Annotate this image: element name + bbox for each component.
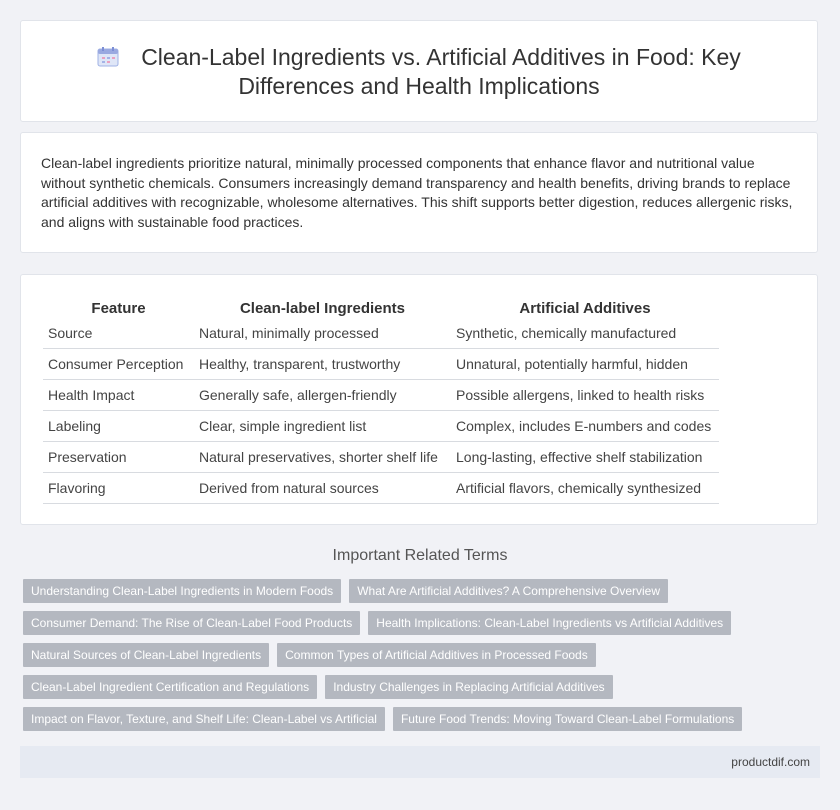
- table-cell: Source: [43, 318, 194, 349]
- title-card: [20, 20, 818, 122]
- related-term-link[interactable]: Industry Challenges in Replacing Artificial Additives: [325, 675, 612, 699]
- table-row: [43, 411, 719, 442]
- table-row: [43, 349, 719, 380]
- table-row: [43, 473, 719, 504]
- site-link[interactable]: productdif.com: [731, 755, 810, 769]
- table-cell: Unnatural, potentially harmful, hidden: [451, 349, 719, 380]
- table-row: [43, 442, 719, 473]
- related-term-link[interactable]: Impact on Flavor, Texture, and Shelf Life: Clean-Label vs Artificial: [23, 707, 385, 731]
- table-cell: Labeling: [43, 411, 194, 442]
- calendar-icon: [97, 47, 119, 67]
- table-cell: Artificial flavors, chemically synthesized: [451, 473, 719, 504]
- related-term-link[interactable]: Future Food Trends: Moving Toward Clean-Label Formulations: [393, 707, 742, 731]
- comparison-table: [43, 295, 719, 504]
- table-cell: Natural, minimally processed: [194, 318, 451, 349]
- related-term-link[interactable]: Natural Sources of Clean-Label Ingredients: [23, 643, 269, 667]
- related-term-link[interactable]: Health Implications: Clean-Label Ingredients vs Artificial Additives: [368, 611, 731, 635]
- table-cell: Healthy, transparent, trustworthy: [194, 349, 451, 380]
- related-term-link[interactable]: Common Types of Artificial Additives in Processed Foods: [277, 643, 596, 667]
- table-cell: Flavoring: [43, 473, 194, 504]
- table-cell: Clear, simple ingredient list: [194, 411, 451, 442]
- related-term-link[interactable]: Clean-Label Ingredient Certification and Regulations: [23, 675, 317, 699]
- table-cell: Preservation: [43, 442, 194, 473]
- table-cell: Synthetic, chemically manufactured: [451, 318, 719, 349]
- page-title: [21, 43, 817, 101]
- related-term-link[interactable]: Consumer Demand: The Rise of Clean-Label Food Products: [23, 611, 360, 635]
- title-line-1: Clean-Label Ingredients vs. Artificial Additives in Food: Key: [141, 44, 741, 70]
- table-row: [43, 380, 719, 411]
- table-header-row: [43, 295, 719, 318]
- footer: [20, 746, 820, 778]
- table-cell: Complex, includes E-numbers and codes: [451, 411, 719, 442]
- header-artificial: Artificial Additives: [519, 299, 651, 317]
- intro-card: [20, 132, 818, 253]
- related-term-link[interactable]: Understanding Clean-Label Ingredients in Modern Foods: [23, 579, 341, 603]
- table-cell: Possible allergens, linked to health risks: [451, 380, 719, 411]
- table-cell: Health Impact: [43, 380, 194, 411]
- related-terms-heading: Important Related Terms: [332, 547, 508, 564]
- table-cell: Consumer Perception: [43, 349, 194, 380]
- table-row: [43, 318, 719, 349]
- related-terms-list: [23, 579, 823, 739]
- table-cell: Natural preservatives, shorter shelf life: [194, 442, 451, 473]
- table-cell: Long-lasting, effective shelf stabilization: [451, 442, 719, 473]
- table-cell: Derived from natural sources: [194, 473, 451, 504]
- header-clean-label: Clean-label Ingredients: [239, 299, 406, 317]
- table-cell: Generally safe, allergen-friendly: [194, 380, 451, 411]
- header-feature: Feature: [91, 299, 146, 317]
- related-term-link[interactable]: What Are Artificial Additives? A Comprehensive Overview: [349, 579, 668, 603]
- intro-paragraph: Clean-label ingredients prioritize natural, minimally processed components that enhance flavor and nutritional value without synthetic chemicals. Consumers increasingly demand transparency and health benefits, driving brands to replace artificial additives with recognizable, wholesome alternatives. This shift supports better digestion, reduces allergenic risks, and aligns with sustainable food practices.: [41, 155, 793, 230]
- comparison-card: [20, 274, 818, 525]
- title-line-2: Differences and Health Implications: [238, 73, 600, 99]
